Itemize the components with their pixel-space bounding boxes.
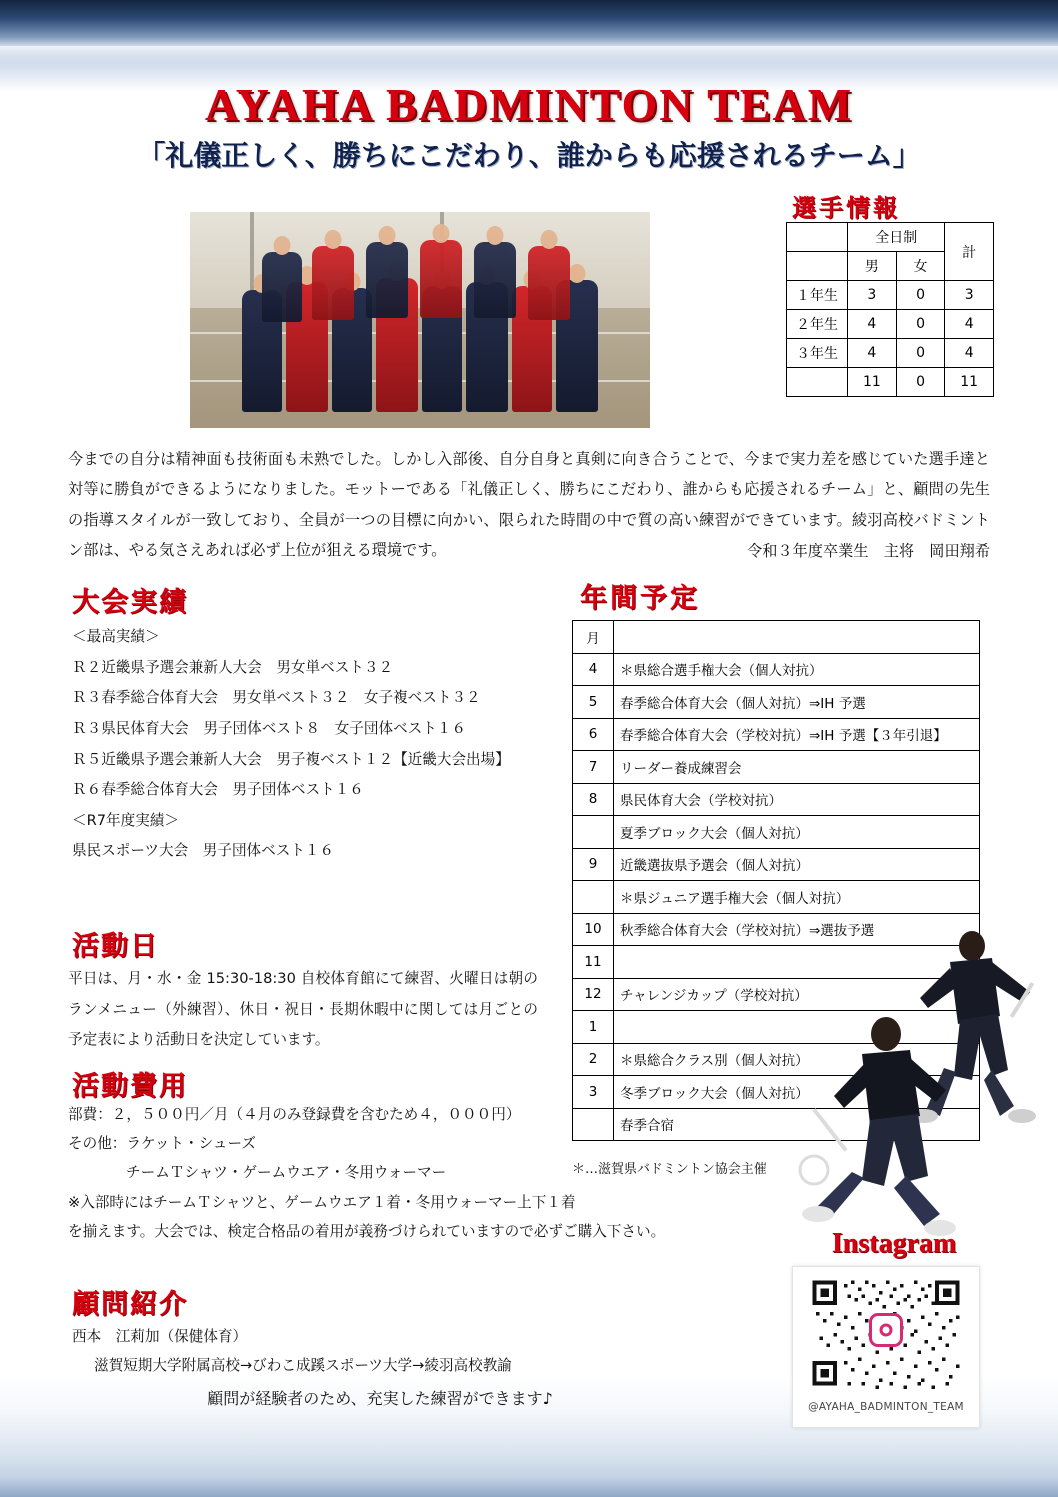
- fees-line: その他：ラケット・シューズ: [68, 1135, 256, 1153]
- table-row: [787, 223, 994, 252]
- schedule-note: ＊…滋賀県バドミントン協会主催: [572, 1162, 767, 1177]
- table-row: [573, 653, 980, 686]
- cell-female: 0: [896, 281, 945, 310]
- cell-female: 0: [896, 310, 945, 339]
- instagram-handle: @AYAHA_BADMINTON_TEAM: [808, 1401, 964, 1413]
- table-row: [787, 281, 994, 310]
- table-row: [787, 368, 994, 397]
- member-head: [569, 264, 586, 283]
- cell-event: 冬季ブロック大会（個人対抗）: [614, 1076, 980, 1109]
- team-member: [366, 242, 408, 318]
- closing-note: 顧問が経験者のため、充実した練習ができます♪: [207, 1389, 553, 1408]
- cell-total: 3: [945, 281, 994, 310]
- cell-month: 1: [573, 1011, 614, 1044]
- cell-event: ＊県総合クラス別（個人対抗）: [614, 1043, 980, 1076]
- team-member: [262, 252, 302, 322]
- cell-month-header: 月: [573, 621, 614, 654]
- list-item: Ｒ３春季総合体育大会 男女単ベスト３２ 女子複ベスト３２: [72, 689, 481, 707]
- schedule-title: 年間予定: [580, 583, 700, 614]
- cell-female: 0: [896, 339, 945, 368]
- cell-month: 9: [573, 848, 614, 881]
- cell-male: 11: [848, 368, 897, 397]
- instagram-card[interactable]: [792, 1266, 980, 1428]
- cell-month: 10: [573, 913, 614, 946]
- team-member: [528, 246, 570, 320]
- list-item: Ｒ３県民体育大会 男子団体ベスト８ 女子団体ベスト１６: [72, 719, 467, 737]
- advisor-title: 顧問紹介: [72, 1289, 188, 1320]
- cell-month: 2: [573, 1043, 614, 1076]
- cell-grade-label: ２年生: [787, 310, 848, 339]
- instagram-title: Instagram: [831, 1228, 957, 1259]
- captain-signature: 令和３年度卒業生 主将 岡田翔希: [747, 542, 990, 560]
- cell-event: 春季合宿: [614, 1108, 980, 1141]
- player-info-table: [786, 222, 994, 397]
- page-title: AYAHA BADMINTON TEAM: [204, 79, 854, 130]
- cell-total-header: 計: [945, 223, 994, 281]
- cell-event: 近畿選抜県予選会（個人対抗）: [614, 848, 980, 881]
- cell-event: 秋季総合体育大会（学校対抗）⇒選抜予選: [614, 913, 980, 946]
- table-row: [573, 718, 980, 751]
- member-head: [541, 230, 558, 249]
- fees-title: 活動費用: [72, 1071, 188, 1102]
- cell-male: 3: [848, 281, 897, 310]
- fees-line: ※入部時にはチームＴシャツと、ゲームウエア１着・冬用ウォーマー上下１着: [68, 1193, 576, 1211]
- cell-event: リーダー養成練習会: [614, 751, 980, 784]
- table-row: [573, 881, 980, 914]
- cell-month: 8: [573, 783, 614, 816]
- cell-male: 4: [848, 339, 897, 368]
- fees-line: チームＴシャツ・ゲームウエア・冬用ウォーマー: [126, 1164, 447, 1182]
- table-row: [787, 339, 994, 368]
- cell-month: 12: [573, 978, 614, 1011]
- table-row: [787, 310, 994, 339]
- fees-line: を揃えます。大会では、検定合格品の着用が義務づけられていますので必ずご購入下さい。: [68, 1222, 666, 1240]
- team-member: [312, 246, 354, 320]
- action-photo-lunging-player: [790, 1000, 970, 1260]
- cell-month: 11: [573, 946, 614, 979]
- cell-event: 春季総合体育大会（学校対抗）⇒IH 予選【３年引退】: [614, 718, 980, 751]
- cell-male-header: 男: [848, 252, 897, 281]
- cell-event: 夏季ブロック大会（個人対抗）: [614, 816, 980, 849]
- cell-total: 4: [945, 310, 994, 339]
- lunging-player-silhouette: [790, 1000, 970, 1260]
- team-member: [474, 242, 516, 318]
- advisor-name: 西本 江莉加（保健体育）: [72, 1328, 248, 1345]
- table-row: [573, 751, 980, 784]
- achievements-list: [72, 622, 542, 867]
- fees-line: 部費：２，５００円／月（４月のみ登録費を含むため４，０００円）: [68, 1106, 521, 1123]
- member-head: [433, 224, 450, 243]
- team-member: [420, 240, 462, 318]
- cell-month: [573, 881, 614, 914]
- advisor-block: [72, 1322, 692, 1380]
- cell-female: 0: [896, 368, 945, 397]
- table-row: [573, 621, 980, 654]
- cell-female-header: 女: [896, 252, 945, 281]
- cell-group-header: 全日制: [848, 223, 945, 252]
- cell-male: 4: [848, 310, 897, 339]
- table-row: [573, 848, 980, 881]
- page-subtitle: 「礼儀正しく、勝ちにこだわり、誰からも応援されるチーム」: [137, 139, 921, 172]
- cell-month: 4: [573, 653, 614, 686]
- activity-days-title: 活動日: [72, 931, 159, 962]
- cell-event: ＊県ジュニア選手権大会（個人対抗）: [614, 881, 980, 914]
- instagram-icon: [869, 1313, 903, 1347]
- table-row: [573, 816, 980, 849]
- list-item: 県民スポーツ大会 男子団体ベスト１６: [72, 842, 335, 860]
- cell-grade-label: [787, 368, 848, 397]
- cell-event: チャレンジカップ（学校対抗）: [614, 978, 980, 1011]
- cell-total: 11: [945, 368, 994, 397]
- cell-grade-label: ３年生: [787, 339, 848, 368]
- cell-event: ＊県総合選手権大会（個人対抗）: [614, 653, 980, 686]
- cell-event: 春季総合体育大会（個人対抗）⇒IH 予選: [614, 686, 980, 719]
- member-head: [487, 226, 504, 245]
- achievements-title: 大会実績: [72, 587, 188, 618]
- list-item: Ｒ２近畿県予選会兼新人大会 男女単ベスト３２: [72, 658, 394, 676]
- member-head: [325, 230, 342, 249]
- list-item: ＜R7年度実績＞: [72, 811, 179, 829]
- cell-month: [573, 816, 614, 849]
- cell-grade-label: １年生: [787, 281, 848, 310]
- cell-month: 5: [573, 686, 614, 719]
- table-row: [573, 783, 980, 816]
- cell-month: 6: [573, 718, 614, 751]
- cell-empty: [787, 223, 848, 252]
- captain-message: 今までの自分は精神面も技術面も未熟でした。しかし入部後、自分自身と真剣に向き合うことで、今まで実力差を感じていた選手達と対等に勝負ができるようになりました。モットーである「礼儀正しく、勝ちにこだわり、誰からも応援されるチーム」と、顧問の先生の指導スタイルが一致しており、全員が一つの目標に向かい、限られた時間の中で質の高い練習ができています。綾羽高校バドミントン部は、やる気さえあれば必ず上位が狙える環境です。: [68, 450, 990, 560]
- cell-empty: [787, 252, 848, 281]
- cell-event: 県民体育大会（学校対抗）: [614, 783, 980, 816]
- list-item: Ｒ６春季総合体育大会 男子団体ベスト１６: [72, 781, 364, 799]
- cell-month: 7: [573, 751, 614, 784]
- player-info-title: 選手情報: [792, 194, 900, 222]
- cell-event-header: [614, 621, 980, 654]
- list-item: Ｒ５近畿県予選会兼新人大会 男子複ベスト１２【近畿大会出場】: [72, 750, 510, 768]
- cell-month: 3: [573, 1076, 614, 1109]
- list-item: ＜最高実績＞: [72, 628, 160, 645]
- table-row: [573, 686, 980, 719]
- member-head: [379, 226, 396, 245]
- cell-total: 4: [945, 339, 994, 368]
- activity-days-text: 平日は、月・水・金 15:30-18:30 自校体育館にて練習、火曜日は朝のランメニュー（外練習）、休日・祝日・長期休暇中に関しては月ごとの予定表により活動日を決定しています。: [68, 970, 538, 1049]
- cell-month: [573, 1108, 614, 1141]
- member-head: [274, 236, 291, 255]
- team-photo: [190, 212, 650, 428]
- advisor-career: 滋賀短期大学附属高校→びわこ成蹊スポーツ大学→綾羽高校教諭: [94, 1357, 512, 1375]
